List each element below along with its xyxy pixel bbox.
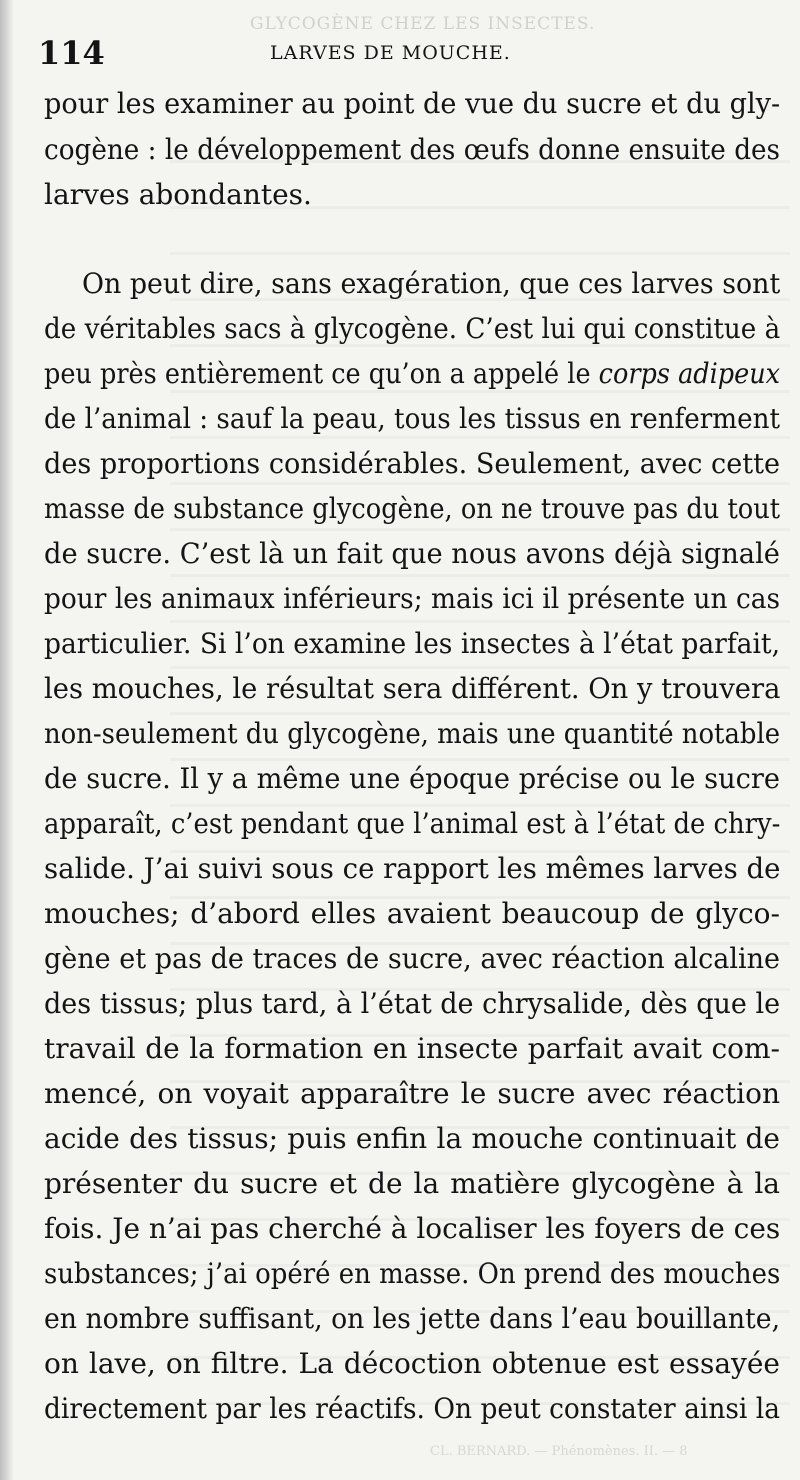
body-line: mouches; d’abord elles avaient beaucoup de glyco- (44, 897, 780, 930)
body-line: on lave, on filtre. La décoction obtenue est essayée (44, 1347, 780, 1380)
body-line: de l’animal : sauf la peau, tous les tissus en renferment (44, 402, 781, 435)
bleed-through-footer-text: CL. BERNARD. — Phénomènes. II. — 8 (430, 1444, 688, 1459)
body-line: masse de substance glycogène, on ne trouve pas du tout (44, 492, 781, 525)
body-line: des proportions considérables. Seulement, avec cette (44, 447, 781, 480)
body-line: de sucre. Il y a même une époque précise ou le sucre (44, 762, 781, 795)
body-line: de sucre. C’est là un fait que nous avons déjà signalé (44, 537, 780, 570)
body-line: gène et pas de traces de sucre, avec réaction alcaline (44, 942, 780, 975)
body-line: pour les examiner au point de vue du sucre et du gly- (44, 87, 781, 120)
bleed-through-top-text: GLYCOGÈNE CHEZ LES INSECTES. (250, 14, 596, 34)
body-line: fois. Je n’ai pas cherché à localiser les foyers de ces (44, 1212, 781, 1245)
body-line: peu près entièrement ce qu’on a appelé le corps adipeux (44, 357, 781, 390)
body-line: substances; j’ai opéré en masse. On prend des mouches (44, 1257, 781, 1290)
body-line: de véritables sacs à glycogène. C’est lui qui constitue à (44, 312, 781, 345)
body-line: acide des tissus; puis enfin la mouche continuait de (44, 1122, 780, 1155)
body-line: directement par les réactifs. On peut constater ainsi la (44, 1392, 781, 1425)
italic-term: corps adipeux (598, 357, 781, 390)
body-line: larves abondantes. (44, 178, 312, 211)
body-line: salide. J’ai suivi sous ce rapport les mêmes larves de (44, 852, 781, 885)
body-line: présenter du sucre et de la matière glycogène à la (44, 1167, 780, 1200)
body-line: mencé, on voyait apparaître le sucre avec réaction (44, 1077, 780, 1110)
running-head: LARVES DE MOUCHE. (270, 42, 511, 64)
body-line: pour les animaux inférieurs; mais ici il présente un cas (44, 582, 781, 615)
body-line: non-seulement du glycogène, mais une quantité notable (44, 717, 781, 750)
body-line: travail de la formation en insecte parfait avait com- (44, 1032, 780, 1065)
paragraph-first-line: On peut dire, sans exagération, que ces larves sont (82, 267, 781, 300)
body-line: particulier. Si l’on examine les insectes à l’état parfait, (44, 627, 781, 660)
page-number: 114 (38, 34, 105, 72)
body-line: en nombre suffisant, on les jette dans l’eau bouillante, (44, 1302, 781, 1335)
body-line: apparaît, c’est pendant que l’animal est à l’état de chry- (44, 807, 781, 840)
body-line: cogène : le développement des œufs donne ensuite des (44, 133, 781, 166)
body-line: les mouches, le résultat sera différent. On y trouvera (44, 672, 781, 705)
binding-shadow (0, 0, 14, 1480)
show-through-texture (170, 160, 790, 1440)
body-line: des tissus; plus tard, à l’état de chrysalide, dès que le (44, 987, 781, 1020)
